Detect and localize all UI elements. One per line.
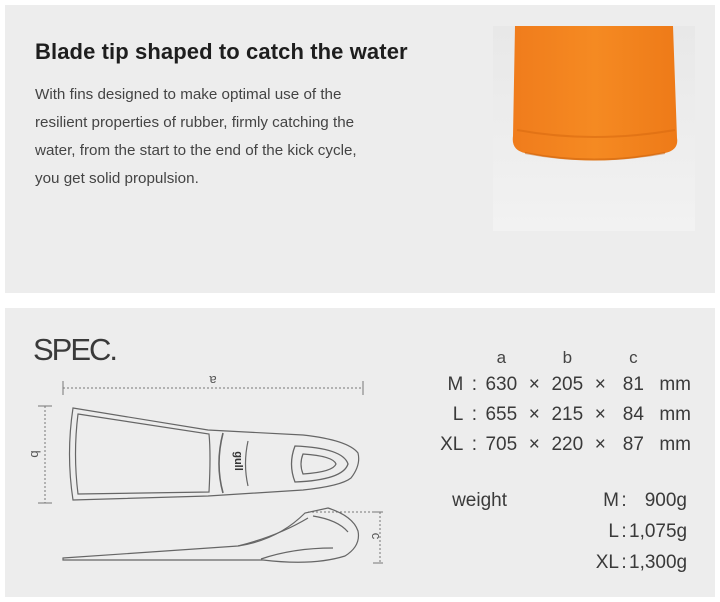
dimension-b-label: b <box>28 450 43 458</box>
dimension-c-value: 87 <box>622 434 644 455</box>
dimension-c-value: 84 <box>622 404 644 425</box>
size-label: L <box>452 404 464 425</box>
times-sign: × <box>594 374 606 395</box>
dimension-a-value: 630 <box>485 374 518 395</box>
feature-description-line: With fins designed to make optimal use of the <box>35 86 342 103</box>
blade-tip-photo <box>493 26 695 231</box>
unit-label: mm <box>659 374 691 395</box>
weight-label: weight <box>452 490 507 511</box>
separator: : <box>471 434 477 455</box>
dimension-a-label: a <box>209 373 217 388</box>
separator: : <box>471 404 477 425</box>
fin-logo-text: gull <box>232 451 244 471</box>
feature-panel <box>5 5 715 293</box>
times-sign: × <box>594 404 606 425</box>
separator: : <box>471 374 477 395</box>
weight-row <box>577 486 687 516</box>
weight-section <box>5 486 715 586</box>
dimension-a-value: 705 <box>485 434 518 455</box>
separator: : <box>621 552 627 573</box>
separator: : <box>621 490 627 511</box>
dimension-b-value: 205 <box>551 374 584 395</box>
spec-dimension-table <box>440 346 691 460</box>
table-row <box>440 400 691 430</box>
feature-description-line: resilient properties of rubber, firmly catching the <box>35 114 355 131</box>
times-sign: × <box>594 434 606 455</box>
column-header-c: c <box>629 348 638 367</box>
times-sign: × <box>528 404 540 425</box>
dimension-c-label: c <box>369 532 384 540</box>
weight-value: 1,075g <box>629 521 688 542</box>
size-label: M <box>447 374 464 395</box>
weight-size: L <box>608 521 619 542</box>
table-row <box>440 430 691 460</box>
weight-value: 900g <box>644 490 687 511</box>
size-label: XL <box>440 434 464 455</box>
dimension-c-value: 81 <box>622 374 644 395</box>
column-header-a: a <box>496 348 507 367</box>
weight-size: XL <box>595 552 619 573</box>
table-row <box>440 370 691 400</box>
weight-row <box>577 517 687 547</box>
feature-title: Blade tip shaped to catch the water <box>35 39 408 64</box>
dimension-a-value: 655 <box>485 404 518 425</box>
dimension-b-value: 220 <box>551 434 584 455</box>
weight-size: M <box>603 490 619 511</box>
column-header-b: b <box>562 348 573 367</box>
times-sign: × <box>528 374 540 395</box>
spec-heading: SPEC. <box>33 332 117 367</box>
feature-description <box>35 81 475 193</box>
separator: : <box>621 521 627 542</box>
feature-description-line: water, from the start to the end of the kick cycle, <box>35 142 357 159</box>
times-sign: × <box>528 434 540 455</box>
spec-panel <box>5 308 715 597</box>
unit-label: mm <box>659 404 691 425</box>
weight-row <box>577 548 687 578</box>
dimension-b-value: 215 <box>551 404 584 425</box>
spec-table-header-row <box>440 346 691 370</box>
unit-label: mm <box>659 434 691 455</box>
weight-value: 1,300g <box>629 552 688 573</box>
feature-description-line: you get solid propulsion. <box>35 170 199 187</box>
